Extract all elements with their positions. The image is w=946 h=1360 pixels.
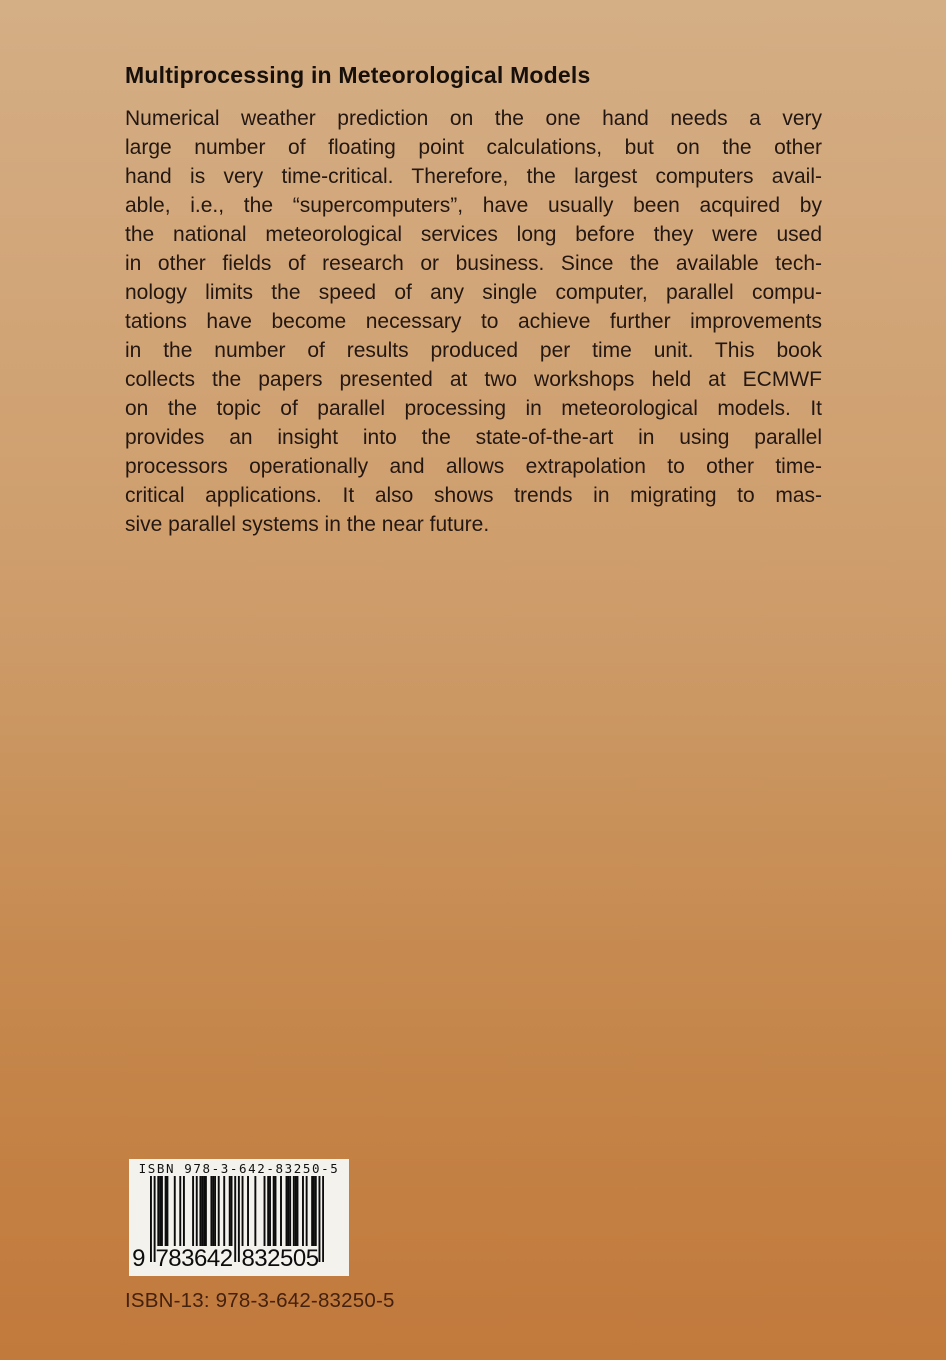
description-line: collects the papers presented at two workshops held at ECMWF — [125, 368, 822, 391]
barcode-digits-right-group: 832505 — [241, 1245, 319, 1272]
page-title: Multiprocessing in Meteorological Models — [125, 62, 591, 88]
description-line: tations have become necessary to achieve further improvements — [125, 310, 822, 333]
barcode-isbn-label: ISBN 978-3-642-83250-5 — [138, 1161, 340, 1176]
description-line: nology limits the speed of any single computer, parallel compu- — [125, 281, 822, 304]
description-line: provides an insight into the state-of-the-art in using parallel — [125, 426, 822, 449]
description-line: the national meteorological services long before they were used — [125, 223, 822, 246]
isbn-13-text: ISBN-13: 978-3-642-83250-5 — [125, 1289, 395, 1312]
description-line: on the topic of parallel processing in meteorological models. It — [125, 397, 822, 420]
barcode-digits-left-group: 783642 — [155, 1245, 233, 1272]
description-line: sive parallel systems in the near future. — [125, 513, 490, 536]
description-line: large number of floating point calculations, but on the other — [125, 136, 822, 159]
description-line: hand is very time-critical. Therefore, the largest computers avail- — [125, 165, 822, 188]
description-line: processors operationally and allows extrapolation to other time- — [125, 455, 822, 478]
barcode-panel — [129, 1159, 349, 1276]
description-line: in other fields of research or business. Since the available tech- — [125, 252, 822, 275]
barcode-digit-lead: 9 — [132, 1245, 145, 1272]
description-paragraph — [125, 104, 822, 539]
description-line: able, i.e., the “supercomputers”, have usually been acquired by — [125, 194, 822, 217]
description-line: critical applications. It also shows trends in migrating to mas- — [125, 484, 822, 507]
description-line: in the number of results produced per time unit. This book — [125, 339, 822, 362]
description-line: Numerical weather prediction on the one hand needs a very — [125, 107, 822, 130]
